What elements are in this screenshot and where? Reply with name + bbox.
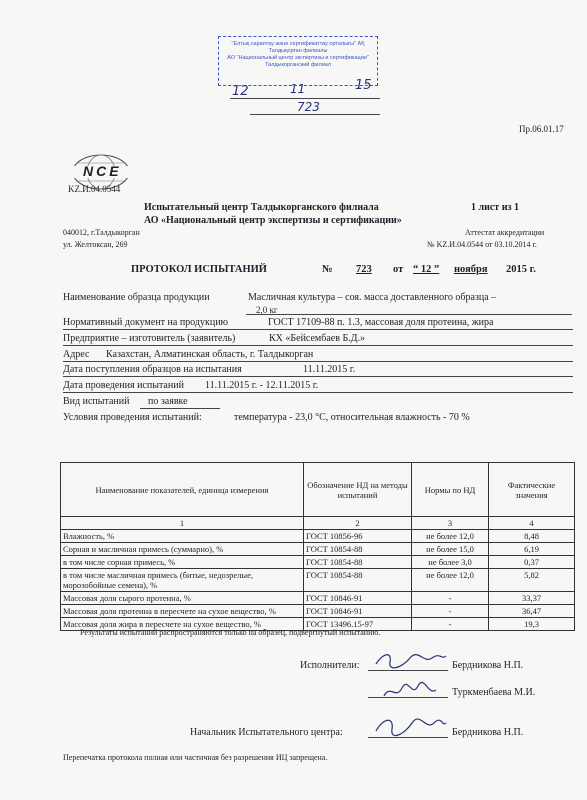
row-value: 33,37 [489, 592, 575, 605]
tested-underline [63, 392, 573, 393]
conditions-label: Условия проведения испытаний: [63, 412, 202, 423]
stamp-date-day: 12 [232, 84, 249, 99]
conditions-value: температура - 23,0 °С, относительная влажность - 70 % [234, 412, 470, 423]
table-row [61, 592, 575, 605]
row-name: в том числе масличная примесь (битые, недозрелые, морозобойные семена), % [61, 569, 304, 592]
executor-2-name: Туркменбаева М.И. [452, 687, 536, 698]
row-value: 19,3 [489, 618, 575, 631]
attestat-line-1: Аттестат аккредитации [465, 228, 545, 237]
address-label: Адрес [63, 349, 90, 360]
table-row [61, 530, 575, 543]
address-line-1: 040012, г.Талдыкорган [63, 228, 140, 237]
row-norm: - [412, 618, 489, 631]
row-name: в том числе сорная примесь, % [61, 556, 304, 569]
received-label: Дата поступления образцов на испытания [63, 364, 242, 375]
row-value: 8,48 [489, 530, 575, 543]
signature-3-icon [372, 715, 448, 739]
row-method: ГОСТ 10854-88 [304, 543, 412, 556]
protocol-num-label: № [322, 264, 333, 275]
test-type-value: по заявке [148, 396, 188, 407]
table-header-row [61, 463, 575, 517]
stamp-line-1: "Елтық сараптау және сертификаттау орталығы" АҚ [231, 41, 365, 47]
attestat-line-2: № KZ.И.04.0544 от 03.10.2014 г. [427, 240, 537, 249]
product-value-mass: 2,0 кг [256, 305, 278, 315]
signature-2-icon [380, 680, 440, 702]
head-name: Бердникова Н.П. [452, 727, 524, 738]
table-col-numbers-row [61, 517, 575, 530]
footer-note: Перепечатка протокола полная или частичная без разрешения ИЦ запрещена. [63, 753, 328, 762]
row-method: ГОСТ 10854-88 [304, 569, 412, 592]
registration-stamp [218, 36, 378, 86]
row-name: Массовая доля жира в пересчете на сухое вещество, % [61, 618, 304, 631]
row-norm: не более 12,0 [412, 569, 489, 592]
results-table [60, 462, 575, 631]
received-underline [63, 376, 573, 377]
row-norm: - [412, 592, 489, 605]
logo-text: NCE [83, 163, 122, 179]
row-norm: не более 3,0 [412, 556, 489, 569]
table-row [61, 543, 575, 556]
col-number: 2 [304, 517, 412, 530]
product-value: Масличная культура – соя. масса доставленного образца – [248, 292, 497, 303]
stamp-line-2: Талдықорған филиалы [268, 48, 328, 54]
applicant-label: Предприятие – изготовитель (заявитель) [63, 333, 236, 344]
protocol-title: ПРОТОКОЛ ИСПЫТАНИЙ [131, 264, 267, 275]
table-row [61, 556, 575, 569]
norm-doc-label: Нормативный документ на продукцию [63, 317, 229, 328]
test-type-label: Вид испытаний [63, 396, 130, 407]
stamp-line-4: Талдыкорганский филиал [264, 62, 332, 68]
protocol-day: “ 12 ” [413, 264, 440, 275]
product-underline [246, 314, 572, 315]
row-norm: не более 15,0 [412, 543, 489, 556]
tested-label: Дата проведения испытаний [63, 380, 184, 391]
header-method: Обозначение НД на методы испытаний [304, 463, 412, 517]
protocol-from: от [393, 264, 404, 275]
row-method: ГОСТ 10846-91 [304, 605, 412, 618]
table-row [61, 569, 575, 592]
row-norm: не более 12,0 [412, 530, 489, 543]
org-name: АО «Национальный центр экспертизы и сертификации» [144, 215, 402, 226]
protocol-number: 723 [356, 264, 372, 275]
row-method: ГОСТ 10854-88 [304, 556, 412, 569]
row-name: Сорная и масличная примесь (суммарно), % [61, 543, 304, 556]
accreditation-code: KZ.И.04.0544 [68, 184, 121, 194]
test-type-underline [140, 408, 220, 409]
row-norm: - [412, 605, 489, 618]
protocol-year: 2015 г. [506, 264, 536, 275]
stamp-line-3: АО "Национальный центр экспертизы и сертификации" [227, 55, 369, 61]
doc-code: Пр.06.01.17 [519, 124, 564, 134]
table-row [61, 605, 575, 618]
col-number: 3 [412, 517, 489, 530]
address-line-2: ул. Желтоксан, 269 [63, 240, 128, 249]
results-note: Результаты испытаний распространяются только на образец, подвергнутый испытанию. [80, 628, 381, 637]
header-norm: Нормы по НД [412, 463, 489, 517]
address-value: Казахстан, Алматинская область, г. Талдыкорган [106, 349, 314, 360]
row-name: Массовая доля сырого протеина, % [61, 592, 304, 605]
protocol-month: ноября [454, 264, 488, 275]
head-label: Начальник Испытательного центра: [190, 727, 343, 738]
sheet-count: 1 лист из 1 [471, 202, 520, 213]
stamp-date-month: 11 [290, 82, 306, 96]
row-method: ГОСТ 10856-96 [304, 530, 412, 543]
received-value: 11.11.2015 г. [303, 364, 356, 375]
applicant-value: КХ «Бейсембаев Б.Д.» [269, 333, 366, 344]
address-underline [63, 361, 573, 362]
stamp-number: 723 [297, 100, 320, 114]
signature-1-icon [372, 650, 448, 672]
norm-doc-underline [63, 329, 573, 330]
row-value: 36,47 [489, 605, 575, 618]
center-name: Испытательный центр Талдыкорганского филиала [144, 202, 379, 213]
executor-1-name: Бердникова Н.П. [452, 660, 524, 671]
stamp-date-line [230, 98, 380, 99]
stamp-date-year: 15 [355, 78, 372, 93]
row-name: Массовая доля протеина в пересчете на сухое вещество, % [61, 605, 304, 618]
header-indicator: Наименование показателей, единица измерения [61, 463, 304, 517]
row-value: 0,37 [489, 556, 575, 569]
row-name: Влажность, % [61, 530, 304, 543]
product-label: Наименование образца продукции [63, 292, 210, 303]
col-number: 4 [489, 517, 575, 530]
norm-doc-value: ГОСТ 17109-88 п. 1.3, массовая доля протеина, жира [268, 317, 494, 328]
applicant-underline [63, 345, 573, 346]
col-number: 1 [61, 517, 304, 530]
stamp-number-line [250, 114, 380, 115]
row-value: 6,19 [489, 543, 575, 556]
row-method: ГОСТ 13496.15-97 [304, 618, 412, 631]
tested-value: 11.11.2015 г. - 12.11.2015 г. [205, 380, 319, 391]
row-method: ГОСТ 10846-91 [304, 592, 412, 605]
header-value: Фактические значения [489, 463, 575, 517]
executors-label: Исполнители: [300, 660, 360, 671]
row-value: 5,82 [489, 569, 575, 592]
